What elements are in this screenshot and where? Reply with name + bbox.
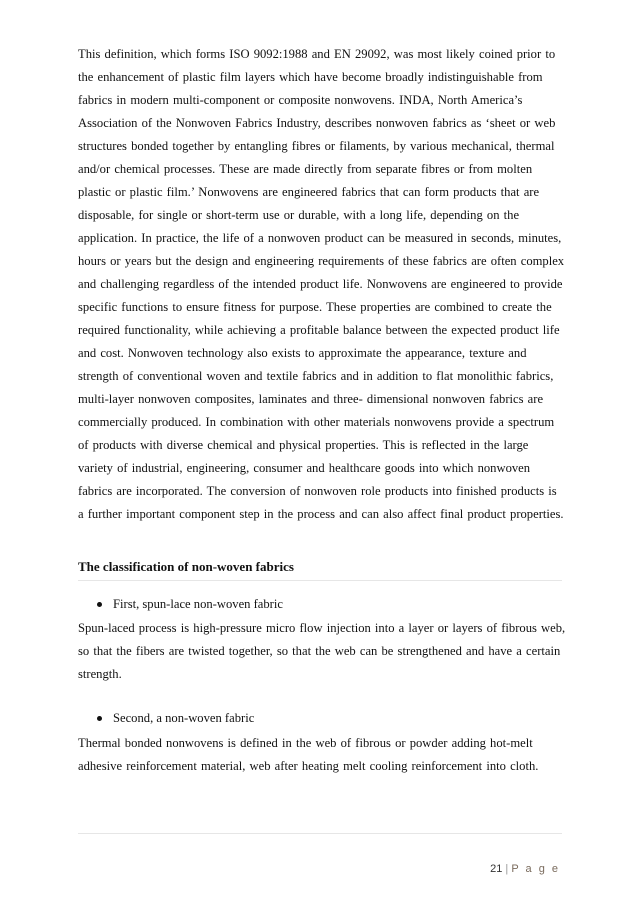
footer-divider	[78, 833, 562, 834]
paragraph-line: the enhancement of plastic film layers which have become broadly indistinguishable from	[78, 70, 543, 84]
paragraph-line: and/or chemical processes. These are made directly from separate fibres or from molten	[78, 162, 533, 176]
paragraph-line: and cost. Nonwoven technology also exists to approximate the appearance, texture and	[78, 346, 527, 360]
paragraph-line: commercially produced. In combination with other materials nonwovens provide a spectrum	[78, 415, 555, 429]
page-number: 21	[490, 863, 503, 875]
paragraph-line: fabrics in modern multi-component or composite nonwovens. INDA, North America’s	[78, 93, 523, 107]
page-footer	[470, 862, 560, 876]
paragraph-line: of products with diverse chemical and physical properties. This is reflected in the large	[78, 438, 529, 452]
paragraph-line: adhesive reinforcement material, web after heating melt cooling reinforcement into cloth.	[78, 759, 539, 773]
paragraph-line: specific functions to ensure fitness for purpose. These properties are combined to create the	[78, 300, 552, 314]
bullet-icon	[97, 602, 102, 607]
bullet-item-spun-lace	[97, 596, 283, 612]
footer-separator: |	[505, 863, 509, 875]
paragraph-line: strength of conventional woven and textile fabrics and in addition to flat monolithic fabrics,	[78, 369, 554, 383]
paragraph-line: This definition, which forms ISO 9092:1988 and EN 29092, was most likely coined prior to	[78, 47, 556, 61]
paragraph-line: Association of the Nonwoven Fabrics Industry, describes nonwoven fabrics as ‘sheet or web	[78, 116, 556, 130]
paragraph-line: hours or years but the design and engineering requirements of these fabrics are often complex	[78, 254, 565, 268]
bullet-text: Second, a non-woven fabric	[113, 711, 255, 725]
paragraph-line: structures bonded together by entangling fibres or filaments, by various mechanical, thermal	[78, 139, 555, 153]
paragraph-line: a further important component step in the process and can also affect final product properties.	[78, 507, 564, 521]
paragraph-line: fabrics are incorporated. The conversion of nonwoven role products into finished products is	[78, 484, 557, 498]
bullet-item-non-woven	[97, 710, 254, 726]
paragraph-line: and challenging regardless of the intended product life. Nonwovens are engineered to provide	[78, 277, 563, 291]
paragraph-line: variety of industrial, engineering, consumer and healthcare goods into which nonwoven	[78, 461, 531, 475]
paragraph-line: Spun-laced process is high-pressure micro flow injection into a layer or layers of fibrous web,	[78, 621, 566, 635]
heading-divider	[78, 580, 562, 581]
page-label: P a g e	[511, 863, 560, 875]
paragraph-line: multi-layer nonwoven composites, laminates and three- dimensional nonwoven fabrics are	[78, 392, 544, 406]
paragraph-line: so that the fibers are twisted together, so that the web can be strengthened and have a certain	[78, 644, 561, 658]
paragraph-line: plastic or plastic film.’ Nonwovens are engineered fabrics that can form products that are	[78, 185, 540, 199]
paragraph-line: required functionality, while achieving a profitable balance between the expected product life	[78, 323, 560, 337]
section-heading: The classification of non-woven fabrics	[78, 559, 294, 574]
bullet-text: First, spun-lace non-woven fabric	[113, 597, 283, 611]
paragraph-line: application. In practice, the life of a nonwoven product can be measured in seconds, minutes,	[78, 231, 562, 245]
paragraph-line: strength.	[78, 667, 122, 681]
paragraph-line: disposable, for single or short-term use or durable, with a long life, depending on the	[78, 208, 520, 222]
bullet-icon	[97, 716, 102, 721]
paragraph-line: Thermal bonded nonwovens is defined in the web of fibrous or powder adding hot-melt	[78, 736, 533, 750]
